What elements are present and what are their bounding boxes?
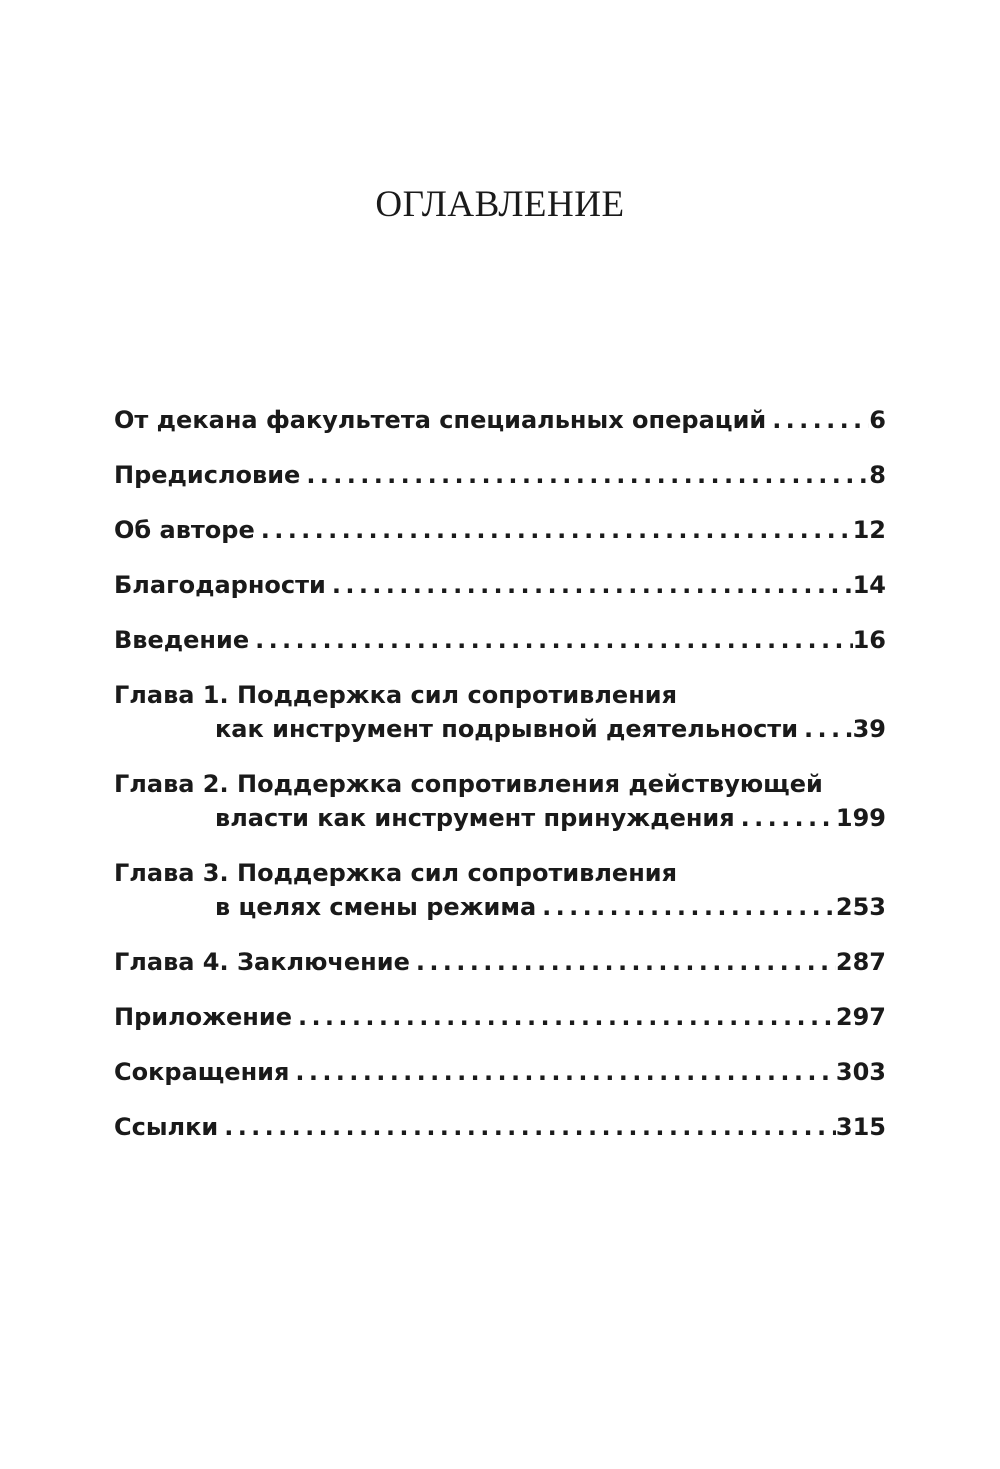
toc-entry-label: Глава 2. Поддержка сопротивления действующей <box>114 770 823 798</box>
toc-entry-page: 253 <box>835 893 886 921</box>
toc-entry-label: Приложение <box>114 1003 292 1031</box>
toc-entry <box>114 1055 886 1089</box>
dot-leader <box>255 513 853 547</box>
dot-leader <box>292 1000 836 1034</box>
dot-leader <box>289 1055 836 1089</box>
toc-entry-heading <box>114 767 886 801</box>
dot-leader <box>410 945 836 979</box>
toc-entry-label: Об авторе <box>114 516 255 544</box>
toc-entry-label: Глава 3. Поддержка сил сопротивления <box>114 859 678 887</box>
toc-entry-page: 199 <box>835 804 886 832</box>
dot-leader <box>326 568 853 602</box>
toc-entry-label-continued: в целях смены режима <box>215 893 537 921</box>
dot-leader <box>536 890 836 924</box>
toc-entry-page: 315 <box>835 1113 886 1141</box>
toc-entry-heading <box>114 678 886 712</box>
toc-entry-label-continued: как инструмент подрывной деятельности <box>215 715 799 743</box>
toc-entry-label: Ссылки <box>114 1113 219 1141</box>
toc-entry-label: Сокращения <box>114 1058 290 1086</box>
dot-leader <box>766 403 869 437</box>
toc-entry-page: 303 <box>835 1058 886 1086</box>
toc-entry <box>114 568 886 602</box>
dot-leader <box>798 712 853 746</box>
toc-entry-page: 287 <box>835 948 886 976</box>
toc-entry-label: Введение <box>114 626 250 654</box>
dot-leader <box>735 801 836 835</box>
dot-leader <box>218 1110 836 1144</box>
toc-entry-page: 14 <box>852 571 886 599</box>
toc-entry <box>114 801 886 835</box>
toc-entry <box>114 712 886 746</box>
toc-entry-label: Глава 4. Заключение <box>114 948 410 976</box>
toc-entry-label: От декана факультета специальных операций <box>114 406 767 434</box>
toc-entry-page: 297 <box>835 1003 886 1031</box>
toc-entry-page: 12 <box>852 516 886 544</box>
toc-entry-label: Глава 1. Поддержка сил сопротивления <box>114 681 678 709</box>
toc-entry <box>114 890 886 924</box>
table-of-contents <box>114 403 886 1144</box>
toc-entry <box>114 1110 886 1144</box>
toc-entry <box>114 945 886 979</box>
toc-entry-heading <box>114 856 886 890</box>
toc-entry <box>114 403 886 437</box>
toc-entry <box>114 458 886 492</box>
dot-leader <box>249 623 853 657</box>
dot-leader <box>300 458 869 492</box>
toc-entry-page: 39 <box>852 715 886 743</box>
toc-entry-label: Благодарности <box>114 571 326 599</box>
toc-entry <box>114 1000 886 1034</box>
toc-entry-page: 8 <box>869 461 886 489</box>
toc-entry <box>114 513 886 547</box>
toc-entry-page: 6 <box>869 406 886 434</box>
toc-entry-page: 16 <box>852 626 886 654</box>
page-title: ОГЛАВЛЕНИЕ <box>375 184 625 225</box>
toc-entry <box>114 623 886 657</box>
toc-entry-label: Предисловие <box>114 461 301 489</box>
toc-entry-label-continued: власти как инструмент принуждения <box>215 804 735 832</box>
